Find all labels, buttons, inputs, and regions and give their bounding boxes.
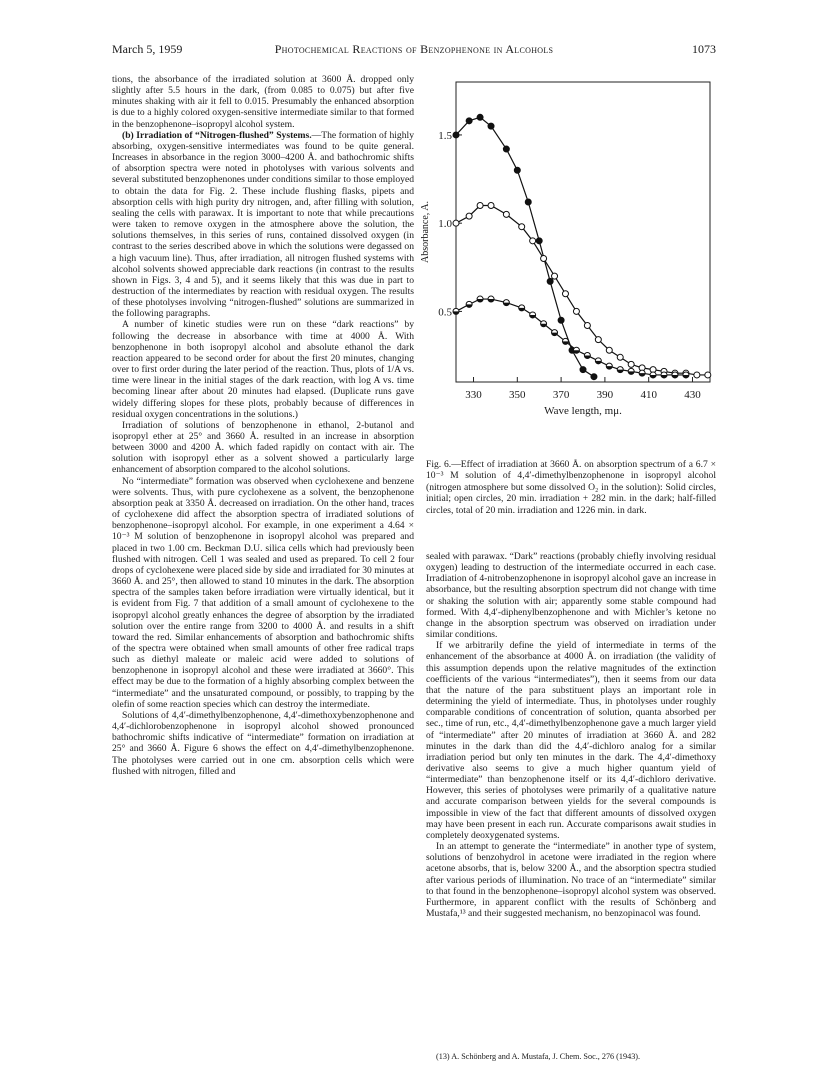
data-point-solid (503, 146, 509, 152)
y-tick-label: 1.0 (438, 218, 452, 231)
section-heading: (b) Irradiation of “Nitrogen-flushed” Systems. (122, 129, 312, 141)
right-column (426, 551, 716, 919)
data-point-open (453, 220, 459, 226)
paragraph: No “intermediate” formation was observed when cyclohexene and benzene were solvents. Thus, with pure cyclohexene as a solvent, the benzophenone absorption peak at 3350 Å. decreased on irradiation. On the other hand, traces of cyclohexene did affect the absorption spectra of irradiated solutions of benzophenone–isopropyl alcohol. For example, in one experiment a 4.64 × 10⁻³ M solution of benzophenone in isopropyl alcohol was prepared and placed in two 1.00 cm. Beckman D.U. silica cells which had previously been flushed with nitrogen. Cell 1 was sealed and used as prepared. To cell 2 four drops of cyclohexene were placed side by side and irradiated for 30 minutes at 3660 Å. and 25°, then allowed to stand 10 minutes in the dark. The absorption spectra of the samples taken before irradiation were virtually identical, but it is evident from Fig. 7 that addition of a small amount of cyclohexene to the isopropyl alcohol greatly enhances the degree of absorption by the irradiated solution over the entire range from 3200 to 4000 Å. and results in a shift toward the red. Similar enhancements of absorption and bathochromic shifts of the spectra were obtained when small amounts of other free radical traps such as diethyl maleate or maleic acid were added to solutions of benzophenone in isopropyl alcohol and these were irradiated at 3660°. This effect may be due to the formation of a highly absorbing complex between the “intermediate” and the unsaturated compound, or possibly, to trapping by the olefin of some reaction species which can destroy the intermediate. (112, 475, 414, 710)
footnote: (13) A. Schönberg and A. Mustafa, J. Chem. Soc., 276 (1943). (436, 1052, 641, 1061)
data-point-open (595, 337, 601, 343)
y-tick-label: 1.5 (438, 129, 452, 142)
data-point-solid (453, 132, 459, 138)
data-point-open (519, 224, 525, 230)
data-point-open (573, 308, 579, 314)
x-tick-label: 410 (640, 389, 657, 401)
data-point-open (552, 273, 558, 279)
figure-6-chart (416, 70, 716, 442)
left-column (112, 74, 414, 777)
x-tick-label: 350 (509, 389, 526, 401)
running-header (112, 42, 716, 58)
paragraph-text: —The formation of highly absorbing, oxygen-sensitive intermediates was found to be quite general. Increases in absorbance in the region 3000–4200 Å. and bathochromic shifts of absorption spectra were noted in photolyses with various solvents and several substituted benzophenones under conditions similar to those employed to obtain the data for Fig. 2. These include flushing flasks, pipets and absorption cells with high purity dry nitrogen, and, after filling with solution, sealing the cells with parawax. It is important to note that while precautions were taken to remove oxygen in the atmosphere above the solution, the solutions themselves, in this series of runs, contained dissolved oxygen (in contrast to the series described above in which the solutions were degassed on a high vacuum line). Thus, after irradiation, all nitrogen flushed systems with alcohol solvents showed appreciable dark reactions (in contrast to the results shown in Figs. 3, 4 and 5), and it seems likely that this was due in part to destruction of the intermediates by reaction with residual oxygen. The results of these photolyses involving “nitrogen-flushed” solutions are summarized in the following paragraphs. (112, 129, 414, 320)
header-date: March 5, 1959 (112, 42, 183, 56)
data-point-solid (591, 374, 597, 380)
data-point-open (584, 323, 590, 329)
header-title: Photochemical Reactions of Benzophenone in Alcohols (274, 42, 554, 56)
data-point-solid (536, 238, 542, 244)
data-point-open (488, 203, 494, 209)
series-line-open (456, 206, 708, 375)
x-tick-label: 330 (465, 389, 482, 401)
data-point-solid (580, 367, 586, 373)
x-tick-label: 430 (684, 389, 701, 401)
data-point-open (562, 291, 568, 297)
data-point-open (503, 211, 509, 217)
data-point-solid (488, 123, 494, 129)
paragraph: If we arbitrarily define the yield of intermediate in terms of the enhancement of the absorbance at 4000 Å. on irradiation (the validity of this assumption depends upon the relative magnitudes of the extinction coefficients of the various “intermediates”), then it seems from our data that the nature of the para substituent plays an important role in determining the yield of intermediate. Thus, in photolyses under roughly comparable conditions of concentration of solution, quanta absorbed per sec., time of run, etc., 4,4′-dimethylbenzophenone gave a much larger yield of “intermediate” after 20 minutes of irradiation at 3660 Å. and 282 minutes in the dark than did the 4,4′-dichloro analog for a similar irradiation period but only ten minutes in the dark. The 4,4′-dimethoxy derivative also seems to give a much higher quantum yield of “intermediate” than benzophenone itself or its 4,4′-dichloro derivative. However, this series of photolyses were primarily of a qualitative nature and accurate comparison between yields for the several compounds is impossible in view of the fact that different amounts of dissolved oxygen may have been present in each run. Accurate comparisons await studies in completely deoxygenated systems. (426, 640, 716, 841)
data-point-solid (525, 199, 531, 205)
data-point-open (530, 238, 536, 244)
x-tick-label: 370 (552, 389, 570, 401)
paragraph: Irradiation of solutions of benzophenone in ethanol, 2-butanol and isopropyl ether at 25° and 3660 Å. resulted in an increase in absorption between 3000 and 4200 Å. which faded rapidly on contact with air. The solution with isopropyl ether as a solvent showed a particularly large enhancement of absorption compared to the alcohol solutions. (112, 419, 414, 476)
data-point-open (705, 372, 711, 378)
data-point-open (628, 361, 634, 367)
absorbance-chart-svg (416, 70, 716, 442)
data-point-solid (558, 317, 564, 323)
data-point-open (694, 372, 700, 378)
paragraph: A number of kinetic studies were run on these “dark reactions” by following the decrease in absorbance with time at 4000 Å. With benzophenone in both isopropyl alcohol and absolute ethanol the dark reaction appeared to be second order for about the first 20 minutes, changing over to first order during the later period of the reaction. Thus, plots of 1/A vs. time were linear in the initial stages of the dark reaction, with log A vs. time becoming linear after about 20 minutes had elapsed. (Duplicate runs gave widely differing slopes for these plots, probably because of differences in residual oxygen concentrations in the solutions.) (112, 319, 414, 420)
x-tick-label: 390 (596, 389, 614, 401)
data-point-open (541, 255, 547, 261)
data-point-open (477, 203, 483, 209)
paragraph (112, 130, 414, 320)
paragraph: tions, the absorbance of the irradiated solution at 3600 Å. dropped only slightly after 5.5 hours in the dark, (from 0.085 to 0.075) but after five minutes shaking with air it fell to 0.015. Presumably the enhanced absorption is due to a highly colored oxygen-sensitive intermediate similar to that formed in the benzophenone–isopropyl alcohol system. (112, 74, 414, 130)
figure-caption: Fig. 6.—Effect of irradiation at 3660 Å. on absorption spectrum of a 6.7 × 10⁻³ M solution of 4,4′-dimethylbenzophenone in isopropyl alcohol (nitrogen atmosphere but some dissolved O₂ in the solution): Solid circles, initial; open circles, 20 min. irradiation + 282 min. in the dark; half-filled circles, total of 20 min. irradiation and 1226 min. in dark. (426, 459, 716, 516)
data-point-open (617, 354, 623, 360)
data-point-solid (547, 278, 553, 284)
paragraph: In an attempt to generate the “intermediate” in another type of system, solutions of benzohydrol in acetone were irradiated in the region where acetone absorbs, that is, below 3200 Å., and the absorption spectra studied after various periods of illumination. No trace of an “intermediate” similar to that found in the benzophenone–isopropyl alcohol system was observed. Furthermore, in apparent conflict with the results of Schönberg and Mustafa,¹³ and their suggested mechanism, no benzopinacol was found. (426, 841, 716, 919)
data-point-solid (514, 167, 520, 173)
series-line-half (456, 299, 686, 375)
x-axis-label: Wave length, mμ. (544, 405, 622, 417)
data-point-open (466, 213, 472, 219)
data-point-open (606, 347, 612, 353)
series-line-solid (456, 117, 594, 376)
paragraph: Solutions of 4,4′-dimethylbenzophenone, 4,4′-dimethoxybenzophenone and 4,4′-dichlorobenzophenone in isopropyl alcohol showed pronounced bathochromic shifts indicative of “intermediate” formation on irradiation at 25° and 3660 Å. Figure 6 shows the effect on 4,4′-dimethylbenzophenone. The photolyses were carried out in one cm. absorption cells which were flushed with nitrogen, filled and (112, 709, 414, 777)
y-tick-label: 0.5 (438, 306, 452, 319)
page-number: 1073 (692, 42, 716, 56)
paragraph: sealed with parawax. “Dark” reactions (probably chiefly involving residual oxygen) leading to destruction of the intermediate occurred in each case. Irradiation of 4-nitrobenzophenone in isopropyl alcohol gave an increase in absorbance, but the resulting absorption spectrum did not change with time or shaking the solution with air; apparently some stable compound had formed. With 4,4′-diphenylbenzophenone and with Michler’s ketone no change in the absorption spectrum was observed on irradiation under similar conditions. (426, 551, 716, 641)
data-point-solid (477, 114, 483, 120)
y-axis-label: Absorbance, A. (420, 201, 431, 263)
data-point-solid (466, 118, 472, 124)
